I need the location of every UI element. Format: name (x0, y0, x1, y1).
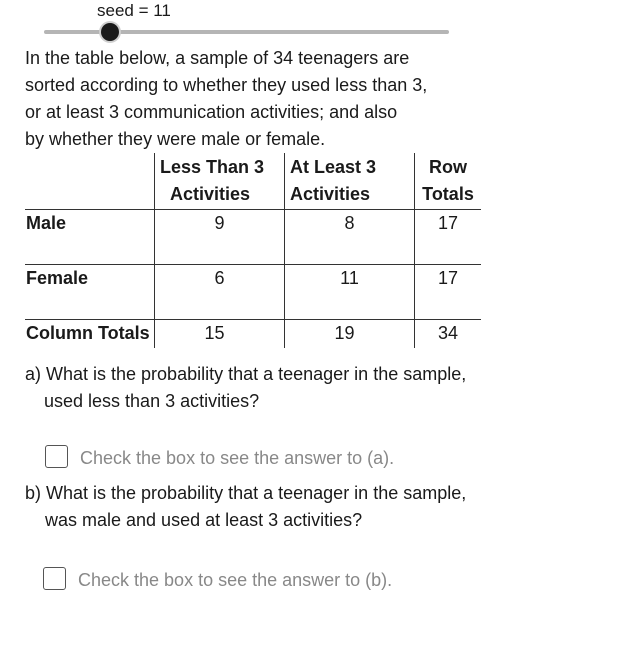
table-cell: 15 (204, 323, 225, 343)
table-cell: 9 (214, 213, 225, 233)
header-line: Row (429, 157, 467, 177)
table-cell: 19 (334, 323, 355, 343)
question-b (25, 480, 466, 534)
question-line: was male and used at least 3 activities? (45, 510, 363, 530)
row-label-female: Female (26, 268, 89, 288)
table-cell: 11 (340, 268, 359, 288)
intro-line: by whether they were male or female. (25, 129, 326, 149)
answer-a-checkbox-label[interactable]: Check the box to see the answer to (a). (80, 448, 395, 468)
table-cell: 17 (437, 268, 459, 288)
seed-slider-label: seed = 11 (97, 1, 171, 20)
header-line: Less Than 3 (160, 157, 265, 177)
question-line: b) What is the probability that a teenager in the sample, (25, 483, 467, 503)
table-divider (25, 264, 481, 265)
question-line: used less than 3 activities? (44, 391, 260, 411)
intro-line: or at least 3 communication activities; and also (25, 102, 398, 122)
seed-slider-handle[interactable] (101, 23, 119, 41)
table-divider (25, 319, 481, 320)
answer-a-checkbox[interactable] (45, 445, 68, 468)
intro-text (25, 45, 465, 153)
answer-b-checkbox-label[interactable]: Check the box to see the answer to (b). (78, 570, 393, 590)
header-at-least-3 (290, 154, 376, 208)
contingency-table (25, 153, 481, 348)
table-cell: 6 (214, 268, 225, 288)
table-cell: 17 (437, 213, 459, 233)
row-label-male: Male (26, 213, 67, 233)
row-label-column-totals: Column Totals (26, 323, 150, 343)
header-less-than-3 (160, 154, 264, 208)
header-line: Activities (290, 184, 371, 204)
table-cell: 34 (437, 323, 459, 343)
intro-line: sorted according to whether they used less than 3, (25, 75, 428, 95)
intro-line: In the table below, a sample of 34 teenagers are (25, 48, 410, 68)
table-divider (25, 209, 481, 210)
header-line: Totals (422, 184, 474, 204)
question-line: a) What is the probability that a teenager in the sample, (25, 364, 467, 384)
question-a (25, 361, 466, 415)
header-row-totals (415, 154, 481, 208)
header-line: At Least 3 (290, 157, 377, 177)
table-cell: 8 (344, 213, 355, 233)
header-line: Activities (170, 184, 251, 204)
answer-b-checkbox[interactable] (43, 567, 66, 590)
